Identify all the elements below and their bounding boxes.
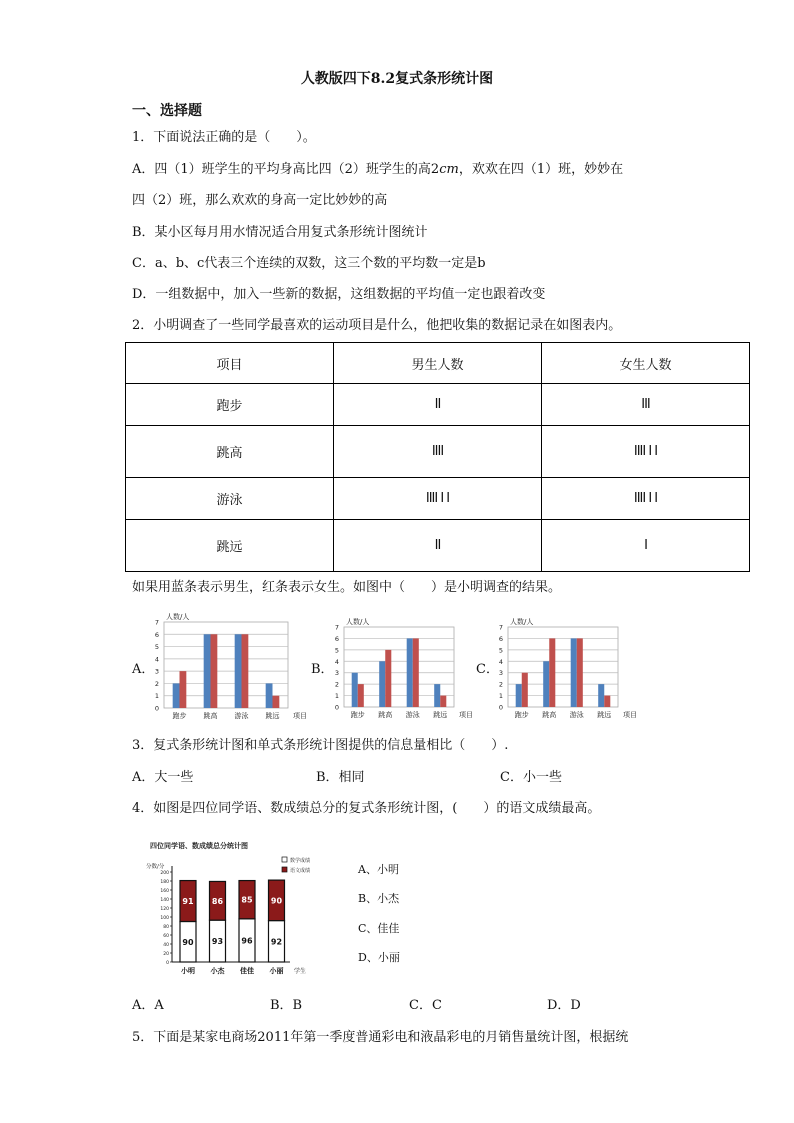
x-tick-label: 跳远 [433, 711, 448, 719]
bar-男生 [379, 661, 385, 707]
table-row [126, 384, 750, 426]
x-tick-label: 跳远 [265, 712, 280, 720]
y-tick-label: 3 [154, 667, 159, 676]
y-tick-label: 160 [160, 889, 169, 894]
data-label: 93 [211, 937, 224, 947]
y-axis-label: 人数/人 [346, 618, 370, 626]
bar-男生 [516, 684, 522, 707]
y-tick-label: 1 [498, 692, 503, 701]
y-tick-label: 5 [154, 643, 159, 652]
q1-option-a-text: A．四（1）班学生的平均身高比四（2）班学生的高2 [132, 162, 440, 177]
y-tick-label: 40 [163, 943, 169, 948]
q1-unit: cm [439, 162, 459, 177]
bar-女生 [440, 696, 446, 707]
q2-option-c-label: C． [476, 662, 499, 677]
y-tick-label: 3 [334, 669, 339, 678]
bar-女生 [549, 638, 555, 707]
doc-title: 人教版四下8.2复式条形统计图 [300, 71, 494, 87]
x-tick-label: 小丽 [269, 967, 284, 975]
q2-option-b-label: B． [311, 662, 334, 677]
bar-男生 [571, 638, 577, 707]
section-heading: 一、选择题 [132, 103, 202, 119]
q3-stem: 3．复式条形统计图和单式条形统计图提供的信息量相比（ ）. [132, 738, 509, 753]
y-tick-label: 4 [334, 657, 339, 666]
q5-stem: 5．下面是某家电商场2011年第一季度普通彩电和液晶彩电的月销售量统计图，根据统 [132, 1030, 629, 1045]
data-label: 91 [182, 897, 194, 907]
x-tick-label: 跑步 [350, 711, 365, 719]
q4-answer-b: B．B [270, 998, 303, 1013]
q1-option-a-tail: ，欢欢在四（1）班，妙妙在 [458, 162, 624, 177]
y-tick-label: 200 [160, 871, 169, 876]
y-tick-label: 180 [160, 880, 169, 885]
bar-女生 [273, 696, 280, 708]
q4-choice-d: D、小丽 [358, 951, 400, 964]
table-cell: 跳远 [126, 520, 334, 572]
y-tick-label: 2 [154, 679, 159, 688]
bar-女生 [358, 684, 364, 707]
x-tick-label: 跳高 [378, 711, 393, 719]
q4-choice-b: B、小杰 [358, 892, 400, 905]
data-label: 92 [270, 937, 283, 947]
x-tick-label: 小明 [181, 967, 195, 975]
y-tick-label: 80 [163, 925, 169, 930]
legend-label: 语文成绩 [290, 868, 311, 874]
table-header: 男生人数 [334, 343, 542, 384]
y-tick-label: 0 [166, 961, 169, 966]
q3-option-b: B．相同 [316, 770, 365, 785]
y-tick-label: 7 [334, 623, 339, 632]
y-tick-label: 2 [498, 680, 503, 689]
bar-女生 [413, 638, 419, 707]
y-tick-label: 120 [160, 907, 169, 912]
bar-男生 [407, 638, 413, 707]
x-tick-label: 跳高 [203, 712, 218, 720]
q4-answer-d: D．D [547, 998, 581, 1013]
table-cell: III [542, 384, 750, 426]
y-axis-label: 人数/人 [166, 613, 190, 621]
table-cell: IIII I I [542, 426, 750, 478]
legend-label: 数学成绩 [290, 858, 311, 864]
bar-女生 [180, 671, 187, 708]
y-tick-label: 20 [163, 952, 169, 957]
y-tick-label: 7 [498, 623, 503, 632]
y-tick-label: 140 [160, 898, 169, 903]
q1-option-a-cont: 四（2）班，那么欢欢的身高一定比妙妙的高 [132, 193, 388, 208]
x-axis-label: 项目 [459, 711, 473, 719]
y-tick-label: 4 [154, 655, 159, 664]
y-tick-label: 2 [334, 680, 339, 689]
y-tick-label: 100 [160, 916, 169, 921]
bar-女生 [211, 634, 218, 708]
bar-女生 [577, 638, 583, 707]
q2-stem: 2．小明调查了一些同学最喜欢的运动项目是什么，他把收集的数据记录在如图表内。 [132, 318, 622, 333]
y-tick-label: 1 [154, 692, 159, 701]
chart-b [328, 617, 480, 721]
y-tick-label: 7 [154, 618, 159, 627]
q2-option-a-label: A． [132, 662, 155, 677]
chart-q4 [140, 838, 315, 980]
bar-男生 [235, 634, 242, 708]
y-tick-label: 6 [334, 634, 339, 643]
table-row [126, 426, 750, 478]
x-tick-label: 跑步 [514, 711, 529, 719]
q2-after: 如果用蓝条表示男生，红条表示女生。如图中（ ）是小明调查的结果。 [132, 580, 562, 595]
bar-男生 [266, 683, 273, 708]
y-tick-label: 5 [498, 646, 503, 655]
x-axis-label: 学生 [294, 968, 307, 975]
data-label: 86 [211, 896, 224, 906]
table-cell: 游泳 [126, 478, 334, 520]
data-label: 85 [241, 895, 253, 905]
y-axis-label: 分数/分 [146, 864, 165, 870]
bar-男生 [543, 661, 549, 707]
chart-a [148, 610, 318, 726]
bar-女生 [604, 696, 610, 707]
x-tick-label: 佳佳 [240, 967, 254, 975]
q4-stem: 4．如图是四位同学语、数成绩总分的复式条形统计图，( ）的语文成绩最高。 [132, 801, 601, 816]
x-tick-label: 游泳 [234, 712, 249, 720]
x-axis-label: 项目 [293, 712, 307, 720]
table-cell: 跳高 [126, 426, 334, 478]
q1-option-a [132, 161, 623, 179]
x-tick-label: 游泳 [405, 711, 420, 719]
x-tick-label: 游泳 [569, 711, 584, 719]
table-row [126, 520, 750, 572]
y-tick-label: 1 [334, 692, 339, 701]
chart-title: 四位同学语、数成绩总分统计图 [150, 842, 248, 850]
x-tick-label: 小杰 [210, 967, 225, 975]
table-cell: I [542, 520, 750, 572]
y-tick-label: 0 [498, 703, 503, 712]
y-tick-label: 4 [498, 657, 503, 666]
y-tick-label: 0 [334, 703, 339, 712]
y-tick-label: 0 [154, 704, 159, 713]
bar-女生 [385, 650, 391, 707]
q1-option-c: C．a、b、c代表三个连续的双数，这三个数的平均数一定是b [132, 256, 486, 271]
x-axis-label: 项目 [623, 711, 637, 719]
bar-男生 [173, 683, 180, 708]
q1-stem: 1．下面说法正确的是（ ）。 [132, 130, 316, 145]
data-label: 90 [182, 937, 194, 947]
table-header: 女生人数 [542, 343, 750, 384]
x-tick-label: 跳高 [542, 711, 557, 719]
bar-女生 [522, 673, 528, 707]
table-row [126, 478, 750, 520]
bar-男生 [598, 684, 604, 707]
q1-option-b: B．某小区每月用水情况适合用复式条形统计图统计 [132, 225, 428, 240]
y-axis-label: 人数/人 [510, 618, 534, 626]
q4-choice-a: A、小明 [358, 863, 399, 876]
table-header: 项目 [126, 343, 334, 384]
y-tick-label: 3 [498, 669, 503, 678]
y-tick-label: 60 [163, 934, 169, 939]
y-tick-label: 6 [498, 634, 503, 643]
y-tick-label: 5 [334, 646, 339, 655]
bar-女生 [242, 634, 249, 708]
q3-option-a: A．大一些 [132, 770, 194, 785]
table-cell: IIII I I [334, 478, 542, 520]
legend-swatch [282, 857, 287, 862]
q4-choice-c: C、佳佳 [358, 922, 400, 935]
table-cell: 跑步 [126, 384, 334, 426]
tally-table [125, 342, 750, 572]
legend-swatch [282, 867, 287, 872]
table-cell: IIII I I [542, 478, 750, 520]
bar-男生 [352, 673, 358, 707]
q1-option-d: D．一组数据中，加入一些新的数据，这组数据的平均值一定也跟着改变 [132, 287, 546, 302]
data-label: 96 [241, 936, 253, 946]
table-cell: II [334, 384, 542, 426]
bar-男生 [434, 684, 440, 707]
x-tick-label: 跑步 [172, 712, 187, 720]
table-cell: IIII [334, 426, 542, 478]
data-label: 90 [270, 896, 283, 906]
x-tick-label: 跳远 [597, 711, 612, 719]
bar-男生 [204, 634, 211, 708]
chart-c [492, 617, 644, 721]
q3-option-c: C．小一些 [500, 770, 562, 785]
q4-answer-a: A．A [132, 998, 164, 1013]
q4-answer-c: C．C [409, 998, 442, 1013]
y-tick-label: 6 [154, 630, 159, 639]
table-cell: II [334, 520, 542, 572]
